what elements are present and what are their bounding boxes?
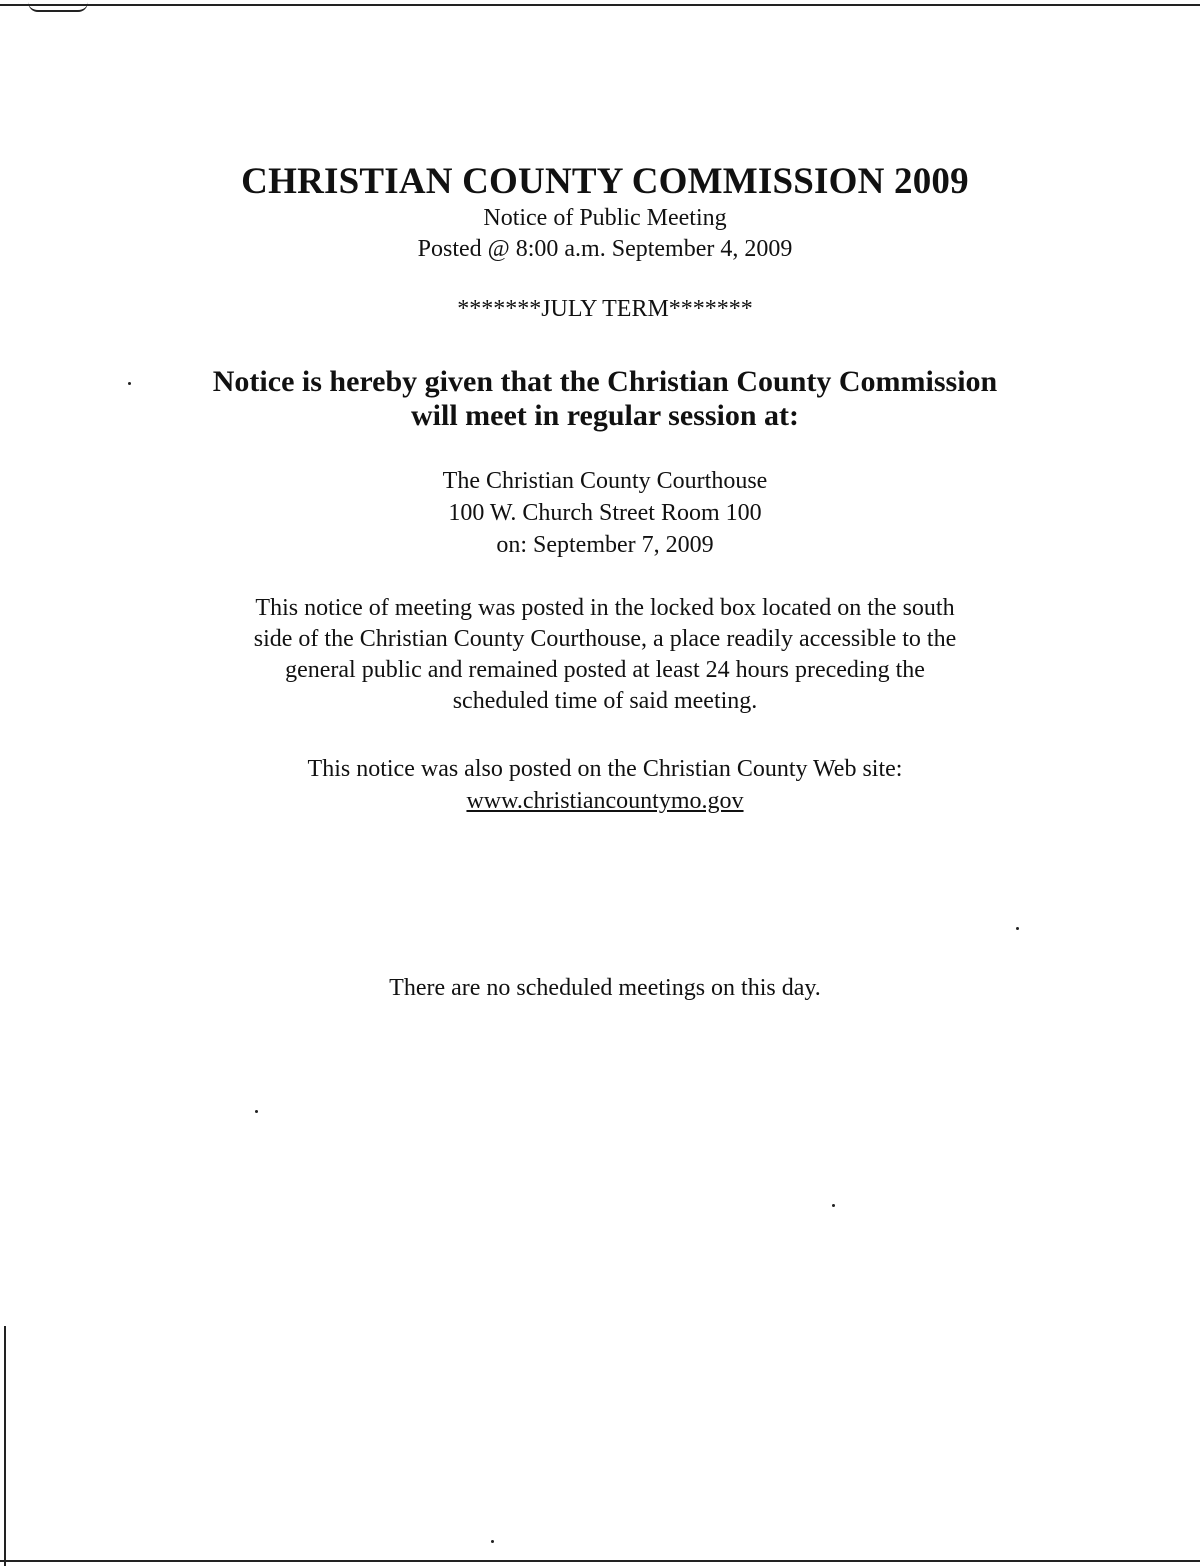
posting-statement-line: general public and remained posted at least 24 hours preceding the [285, 657, 925, 683]
meeting-date: on: September 7, 2009 [496, 532, 714, 558]
posting-statement-line: side of the Christian County Courthouse, a place readily accessible to the [253, 626, 957, 652]
term-label: *******JULY TERM******* [457, 296, 753, 322]
scan-edge-left [4, 1326, 6, 1566]
document-title: CHRISTIAN COUNTY COMMISSION 2009 [241, 161, 969, 202]
web-statement: This notice was also posted on the Christian County Web site: [307, 756, 903, 782]
meeting-notice-line: will meet in regular session at: [410, 399, 800, 432]
scan-edge-bottom [0, 1560, 1200, 1562]
posting-statement-line: This notice of meeting was posted in the locked box located on the south [255, 595, 955, 621]
notice-subtitle: Notice of Public Meeting [483, 205, 727, 231]
scan-speck [832, 1204, 835, 1207]
web-notice [0, 753, 1200, 817]
scan-edge-curl [28, 2, 88, 12]
posting-statement [0, 593, 1200, 717]
website-link[interactable]: www.christiancountymo.gov [466, 788, 744, 814]
location-address: 100 W. Church Street Room 100 [448, 500, 762, 526]
no-meetings-message: There are no scheduled meetings on this day. [389, 975, 821, 1001]
scan-speck [255, 1110, 258, 1113]
scan-edge-top [0, 4, 1200, 6]
scan-speck [491, 1540, 494, 1543]
meeting-notice [0, 365, 1200, 433]
location-place: The Christian County Courthouse [442, 468, 768, 494]
meeting-notice-line: Notice is hereby given that the Christian County Commission [212, 365, 998, 398]
scan-speck [1016, 927, 1019, 930]
meeting-location [0, 465, 1200, 561]
posting-statement-line: scheduled time of said meeting. [452, 688, 758, 714]
posted-timestamp: Posted @ 8:00 a.m. September 4, 2009 [417, 236, 793, 262]
